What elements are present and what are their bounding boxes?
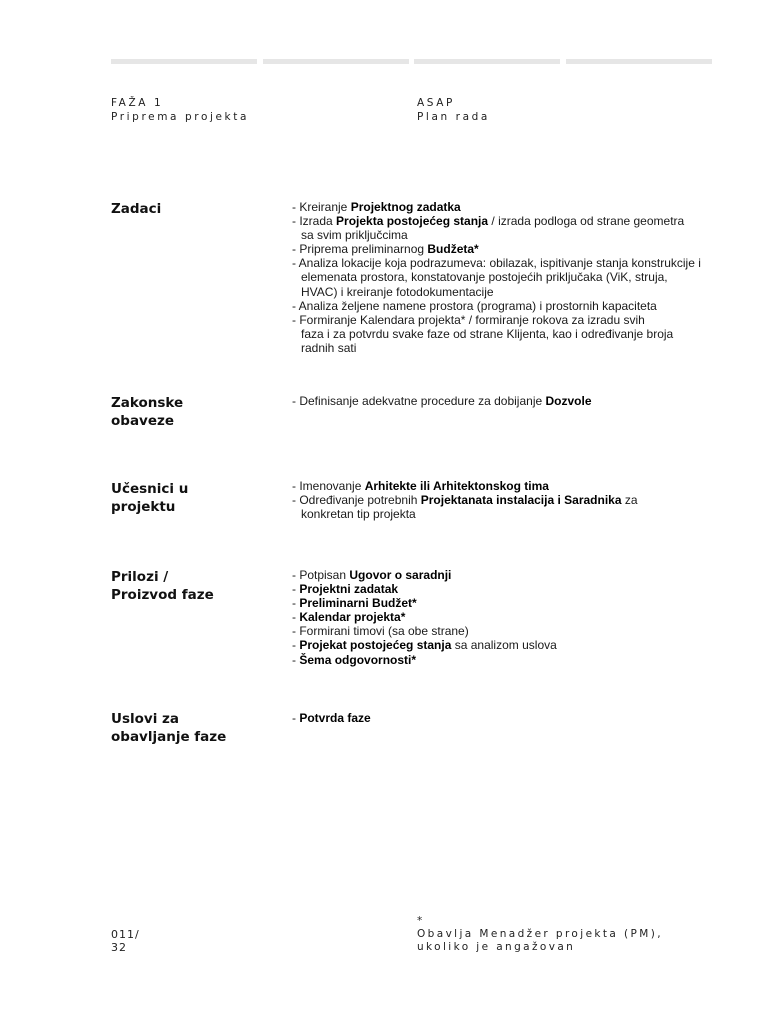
section-label-line: Uslovi za bbox=[111, 711, 179, 727]
text-segment: / izrada podloga od strane geometra bbox=[488, 214, 685, 229]
text-segment: HVAC) i kreiranje fotodokumentacije bbox=[301, 284, 494, 299]
section-content bbox=[292, 479, 722, 521]
section-label-line: Zakonske bbox=[111, 395, 184, 411]
text-segment: - bbox=[292, 711, 300, 725]
content-line bbox=[292, 638, 722, 652]
content-line bbox=[292, 200, 722, 214]
bold-term: Projektni zadatak bbox=[299, 582, 399, 597]
content-line bbox=[292, 507, 722, 521]
footnote bbox=[417, 915, 663, 954]
section-label-line: Proizvod faze bbox=[111, 586, 214, 603]
content-line bbox=[292, 479, 722, 493]
text-segment: radnih sati bbox=[301, 340, 357, 355]
bold-term: Potvrda faze bbox=[299, 711, 371, 725]
text-segment: elemenata prostora, konstatovanje postojećih priključaka (ViK, struja, bbox=[301, 270, 668, 285]
plan-title: Plan rada bbox=[417, 111, 490, 123]
section-label bbox=[111, 201, 271, 219]
phase-number: FAŽA 1 bbox=[111, 97, 164, 109]
text-segment: - Definisanje adekvatne procedure za dobijanje bbox=[292, 394, 546, 408]
page-number-current: 011/ bbox=[111, 928, 140, 941]
bold-term: Arhitekte ili Arhitektonskog tima bbox=[364, 479, 549, 493]
bold-term: Projekat postojećeg stanja bbox=[299, 638, 452, 653]
divider-bar-2 bbox=[263, 59, 409, 64]
phase-header bbox=[111, 96, 249, 124]
text-segment: - Formirani timovi (sa obe strane) bbox=[292, 624, 469, 639]
content-line bbox=[292, 285, 722, 299]
bold-term: Projektnog zadatka bbox=[350, 200, 461, 214]
content-line bbox=[292, 582, 722, 596]
phase-title: Priprema projekta bbox=[111, 111, 249, 123]
divider-bar-3 bbox=[414, 59, 560, 64]
text-segment: - bbox=[292, 596, 300, 611]
bold-term: Šema odgovornosti* bbox=[299, 652, 417, 667]
section-label-line: Prilozi / bbox=[111, 569, 169, 585]
content-line bbox=[292, 568, 722, 582]
content-line bbox=[292, 341, 722, 355]
content-line bbox=[292, 270, 722, 284]
text-segment: - Imenovanje bbox=[292, 479, 365, 493]
text-segment: - Potpisan bbox=[292, 568, 350, 582]
section-label-line: Zadaci bbox=[111, 201, 162, 217]
section-content bbox=[292, 200, 722, 355]
content-line bbox=[292, 299, 722, 313]
section-label bbox=[111, 395, 271, 430]
bold-term: Projekta postojećeg stanja bbox=[336, 214, 489, 229]
text-segment: konkretan tip projekta bbox=[301, 507, 416, 522]
text-segment: - Analiza lokacije koja podrazumeva: obilazak, ispitivanje stanja konstrukcije i bbox=[292, 256, 701, 271]
plan-code: ASAP bbox=[417, 97, 455, 109]
content-line bbox=[292, 256, 722, 270]
section-label bbox=[111, 481, 271, 516]
text-segment: - Kreiranje bbox=[292, 200, 351, 214]
text-segment: - Izrada bbox=[292, 214, 337, 229]
section-label bbox=[111, 711, 271, 746]
content-line bbox=[292, 327, 722, 341]
bold-term: Kalendar projekta* bbox=[299, 610, 406, 625]
section-label-line: obaveze bbox=[111, 412, 175, 429]
bold-term: Dozvole bbox=[545, 394, 592, 408]
section-content bbox=[292, 711, 722, 725]
text-segment: - Analiza željene namene prostora (programa) i prostornih kapaciteta bbox=[292, 298, 657, 313]
footnote-line: ukoliko je angažovan bbox=[417, 941, 576, 953]
text-segment: - Formiranje Kalendara projekta* / formiranje rokova za izradu svih bbox=[292, 312, 645, 327]
content-line bbox=[292, 596, 722, 610]
bold-term: Projektanata instalacija i Saradnika bbox=[420, 493, 622, 508]
bold-term: Budžeta* bbox=[427, 242, 479, 257]
content-line bbox=[292, 242, 722, 256]
text-segment: - bbox=[292, 638, 300, 653]
section-label-line: Učesnici u bbox=[111, 481, 189, 497]
footnote-line: Obavlja Menadžer projekta (PM), bbox=[417, 928, 663, 940]
content-line bbox=[292, 610, 722, 624]
text-segment: - bbox=[292, 610, 300, 625]
top-divider-bars bbox=[111, 59, 712, 64]
text-segment: sa analizom uslova bbox=[451, 638, 557, 653]
section-label bbox=[111, 569, 271, 604]
content-line bbox=[292, 493, 722, 507]
text-segment: - bbox=[292, 582, 300, 597]
bold-term: Ugovor o saradnji bbox=[349, 568, 452, 582]
text-segment: - Određivanje potrebnih bbox=[292, 493, 421, 508]
content-line bbox=[292, 711, 722, 725]
text-segment: sa svim priključcima bbox=[301, 228, 408, 243]
page-number-total: 32 bbox=[111, 941, 127, 954]
content-line bbox=[292, 394, 722, 408]
divider-bar-4 bbox=[566, 59, 712, 64]
text-segment: faza i za potvrdu svake faze od strane Klijenta, kao i određivanje broja bbox=[301, 326, 674, 341]
content-line bbox=[292, 653, 722, 667]
content-line bbox=[292, 624, 722, 638]
content-line bbox=[292, 214, 722, 228]
content-line bbox=[292, 313, 722, 327]
bold-term: Preliminarni Budžet* bbox=[299, 596, 417, 611]
text-segment: za bbox=[621, 493, 638, 508]
footnote-star: * bbox=[417, 915, 423, 927]
section-label-line: projektu bbox=[111, 498, 176, 515]
text-segment: - Priprema preliminarnog bbox=[292, 242, 428, 257]
page-number bbox=[111, 928, 140, 954]
section-content bbox=[292, 394, 722, 408]
section-label-line: obavljanje faze bbox=[111, 728, 227, 745]
content-line bbox=[292, 228, 722, 242]
divider-bar-1 bbox=[111, 59, 257, 64]
text-segment: - bbox=[292, 652, 300, 667]
section-content bbox=[292, 568, 722, 667]
plan-header bbox=[417, 96, 490, 124]
